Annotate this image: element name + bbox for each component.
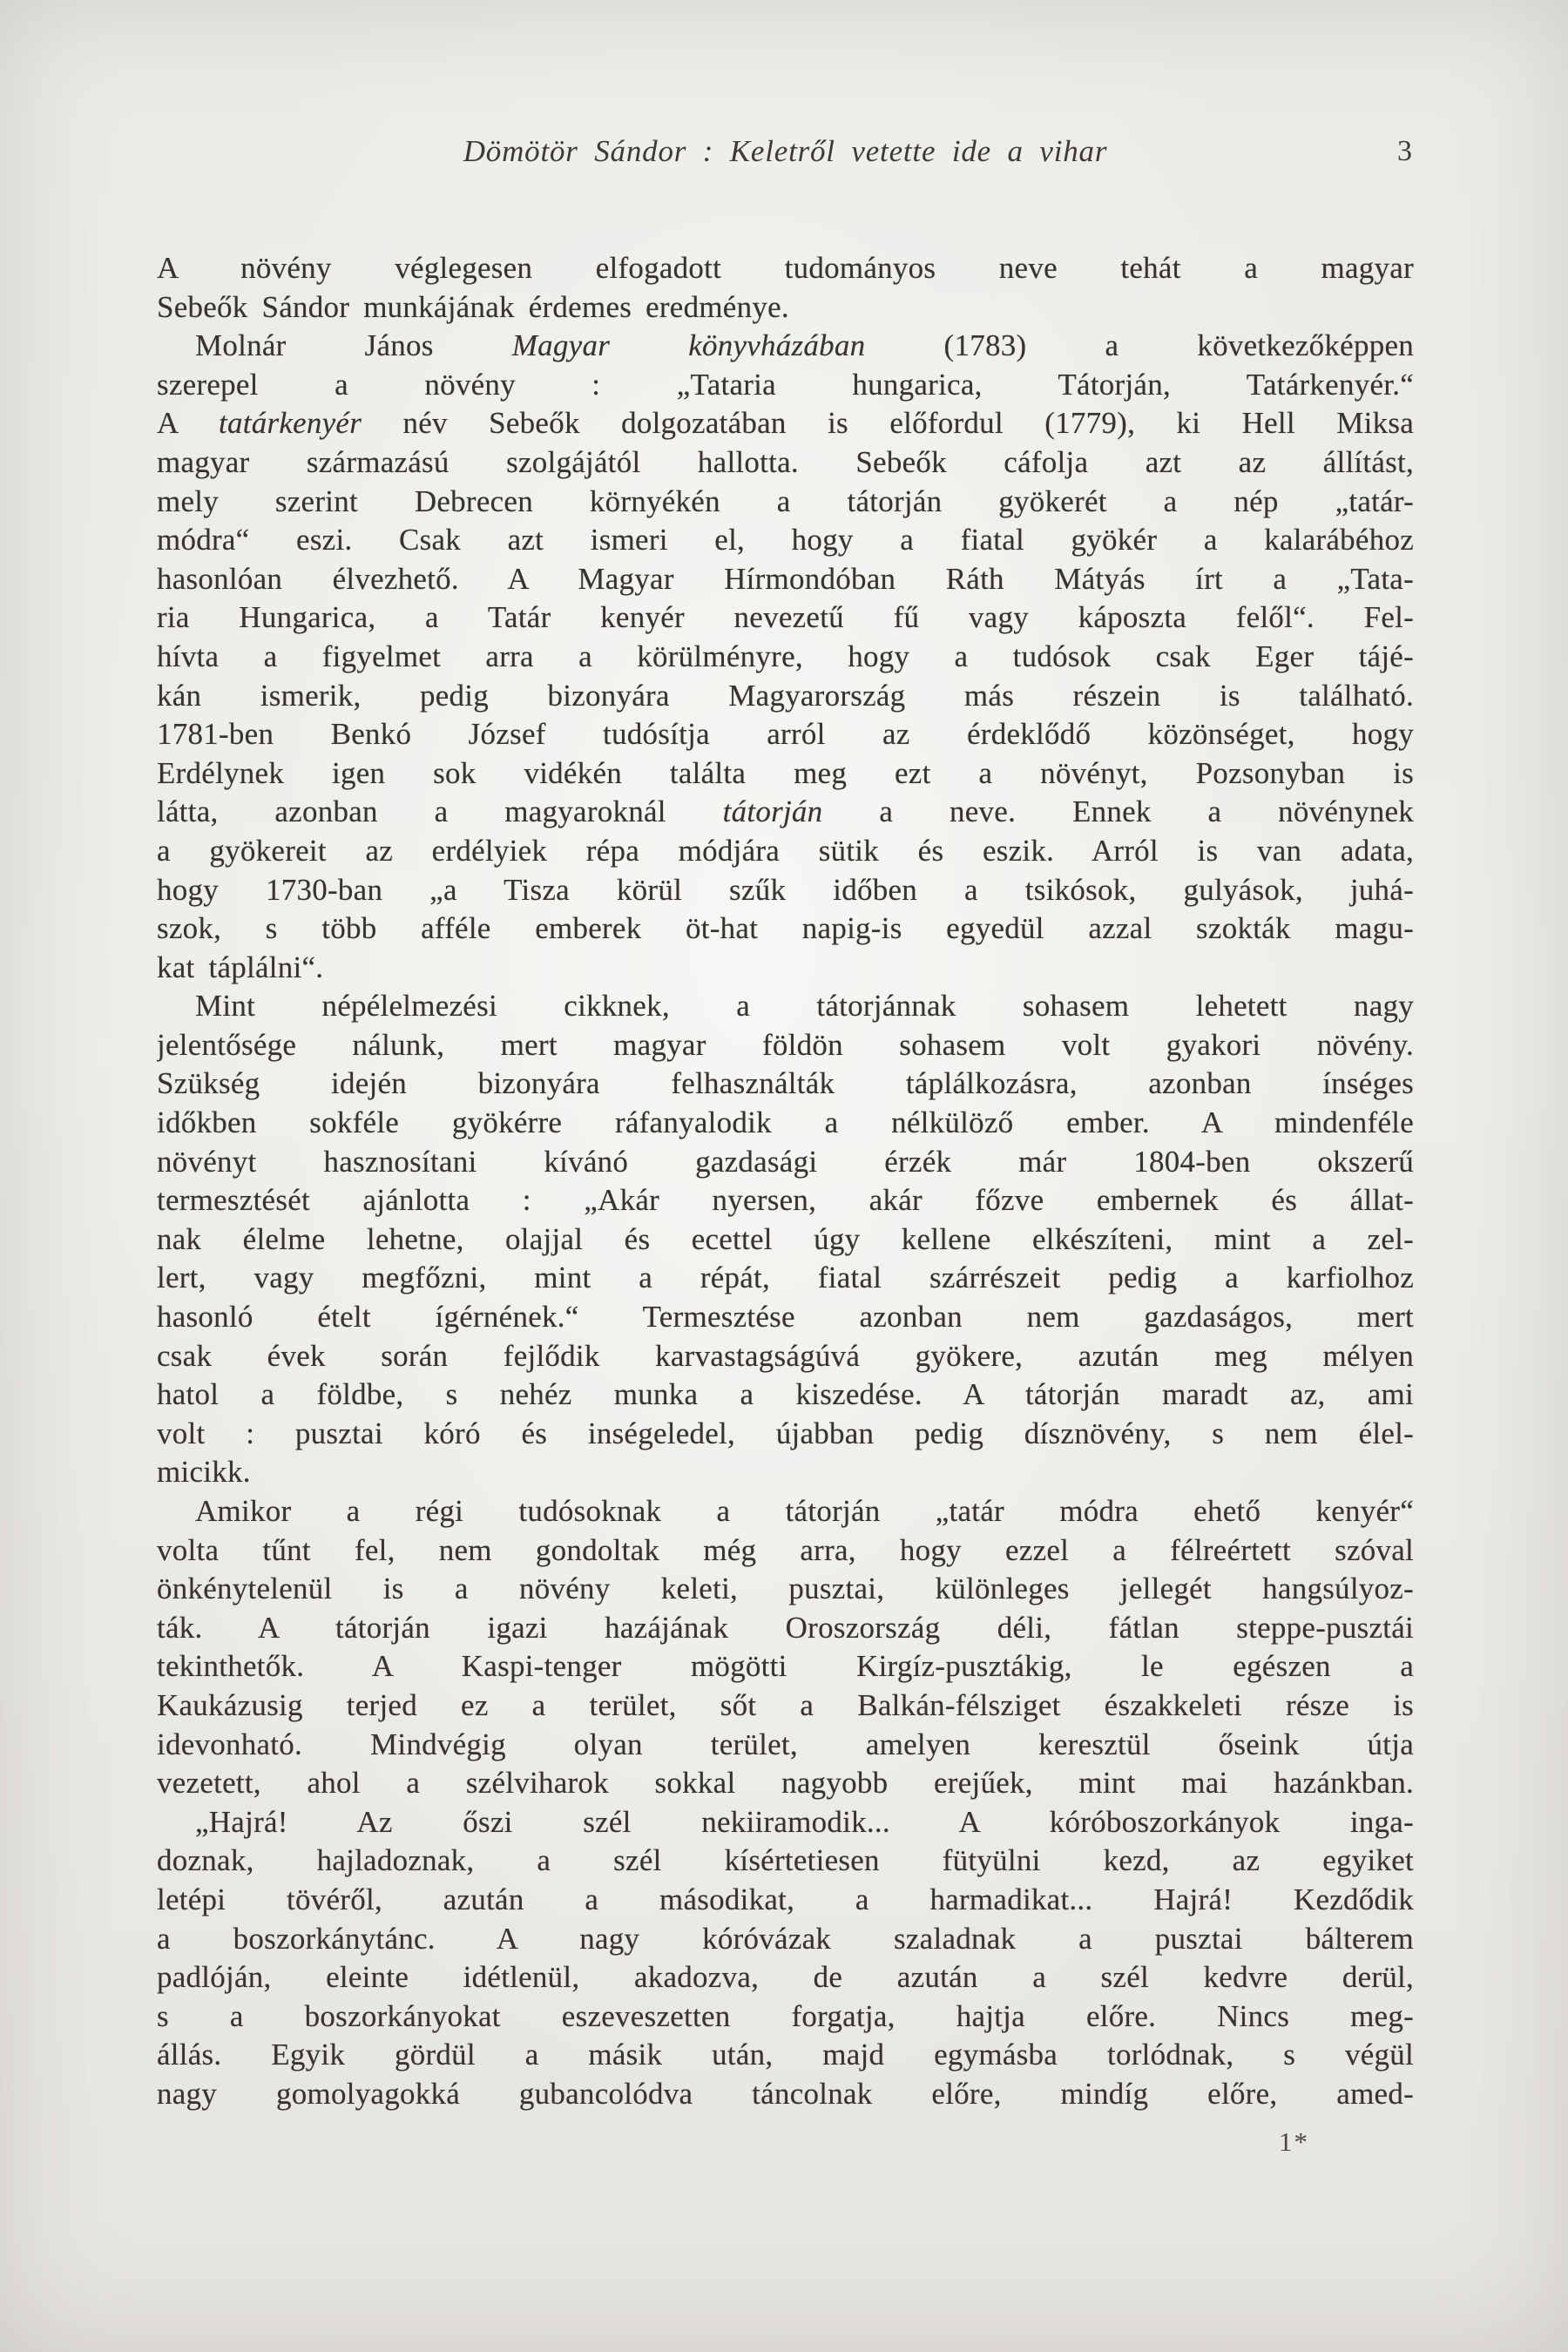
running-title: Dömötör Sándor : Keletről vetette ide a vihar [463,134,1108,168]
text-segment: kat táplálni“. [157,950,324,984]
text-segment: Mint népélelmezési cikknek, a tátorjánnak sohasem lehetett nagy [195,989,1414,1024]
text-segment: volta tűnt fel, nem gondoltak még arra, hogy ezzel a félreértett szóval [157,1532,1414,1567]
text-segment: kán ismerik, pedig bizonyára Magyarország más részein is található. [157,678,1414,713]
text-block [157,249,1414,2114]
text-line [157,404,1414,443]
text-line [157,832,1414,871]
text-segment: doznak, hajladoznak, a szél kísértetiesen fütyülni kezd, az egyiket [157,1843,1414,1878]
text-segment: jelentősége nálunk, mert magyar földön sohasem volt gyakori növény. [157,1027,1414,1062]
text-segment: „Hajrá! Az őszi szél nekiiramodik... A kóróboszorkányok inga- [195,1804,1414,1839]
page-number: 3 [1397,135,1412,167]
text-line [157,1220,1414,1260]
paragraph [157,327,1414,987]
text-segment: hasonló ételt ígérnének.“ Termesztése azonban nem gazdaságos, mert [157,1300,1414,1335]
italic-text: Magyar könyvházában [511,328,866,363]
text-segment: nagy gomolyagokká gubancolódva táncolnak előre, mindíg előre, amed- [157,2076,1414,2111]
text-segment: növényt hasznosítani kívánó gazdasági érzék már 1804-ben okszerű [157,1144,1414,1179]
text-segment: név Sebeők dolgozatában is előfordul (1779), ki Hell Miksa [362,406,1414,441]
text-line [157,1259,1414,1298]
text-segment: szerepel a növény : „Tataria hungarica, Tátorján, Tatárkenyér.“ [157,367,1414,402]
text-segment: padlóján, eleinte idétlenül, akadozva, de azután a szél kedvre derül, [157,1960,1414,1995]
text-line [157,1453,1414,1492]
text-segment: A növény véglegesen elfogadott tudományos neve tehát a magyar [157,251,1414,285]
text-segment: termesztését ajánlotta : „Akár nyersen, akár főzve embernek és állat- [157,1183,1414,1218]
text-segment: ták. A tátorján igazi hazájának Oroszország déli, fátlan steppe-pusztái [157,1610,1414,1645]
text-line [157,1842,1414,1881]
text-line [157,1492,1414,1531]
page-header [157,134,1414,178]
text-line [157,1609,1414,1648]
text-segment: 1781-ben Benkó József tudósítja arról az érdeklődő közönséget, hogy [157,717,1414,752]
text-line [157,1958,1414,1997]
paragraph [157,987,1414,1492]
text-line [157,1881,1414,1920]
text-line [157,2036,1414,2075]
text-segment: tekinthetők. A Kaspi-tenger mögötti Kirgíz-pusztákig, le egészen a [157,1649,1414,1684]
text-line [157,1570,1414,1609]
text-line [157,1064,1414,1104]
text-line [157,1803,1414,1842]
text-segment: hogy 1730-ban „a Tisza körül szűk időben a tsikósok, gulyások, juhá- [157,872,1414,907]
text-line [157,1375,1414,1415]
text-segment: micikk. [157,1455,251,1490]
text-segment: a neve. Ennek a növénynek [822,794,1414,829]
text-segment: volt : pusztai kóró és inségeledel, újabban pedig dísznövény, s nem élel- [157,1416,1414,1450]
text-segment: hasonlóan élvezhető. A Magyar Hírmondóban Ráth Mátyás írt a „Tata- [157,561,1414,596]
text-line [157,1920,1414,1959]
text-line [157,249,1414,288]
paragraph [157,1803,1414,2114]
text-line [157,638,1414,677]
text-line [157,1997,1414,2037]
text-segment: Kaukázusig terjed ez a terület, sőt a Balkán-félsziget északkeleti része is [157,1687,1414,1722]
text-segment: idevonható. Mindvégig olyan terület, amelyen keresztül őseink útja [157,1727,1414,1761]
paragraph [157,249,1414,327]
signature-mark: 1* [1279,2126,1309,2157]
italic-text: tatárkenyér [219,406,362,441]
text-line [157,871,1414,910]
text-line [157,1143,1414,1182]
text-segment: szok, s több afféle emberek öt-hat napig-is egyedül azzal szokták magu- [157,911,1414,946]
text-line [157,2075,1414,2114]
text-segment: időkben sokféle gyökérre ráfanyalodik a nélkülöző ember. A mindenféle [157,1105,1414,1140]
text-line [157,1647,1414,1686]
text-segment: látta, azonban a magyaroknál [157,794,723,829]
text-segment: a boszorkánytánc. A nagy kóróvázak szaladnak a pusztai bálterem [157,1921,1414,1956]
text-line [157,987,1414,1026]
text-segment: s a boszorkányokat eszeveszetten forgatja, hajtja előre. Nincs meg- [157,1998,1414,2033]
text-segment: hatol a földbe, s nehéz munka a kiszedése. A tátorján maradt az, ami [157,1377,1414,1412]
text-segment: mely szerint Debrecen környékén a tátorján gyökerét a nép „tatár- [157,483,1414,518]
text-line [157,288,1414,328]
text-line [157,1531,1414,1571]
text-segment: Amikor a régi tudósoknak a tátorján „tatár módra ehető kenyér“ [195,1494,1414,1528]
text-segment: A [157,406,219,441]
text-segment: Sebeők Sándor munkájának érdemes eredménye. [157,289,789,324]
text-segment: nak élelme lehetne, olajjal és ecettel úgy kellene elkészíteni, mint a zel- [157,1221,1414,1256]
text-segment: módra“ eszi. Csak azt ismeri el, hogy a fiatal gyökér a kalarábéhoz [157,523,1414,558]
text-line [157,366,1414,405]
text-line [157,327,1414,366]
text-segment: állás. Egyik gördül a másik után, majd egymásba torlódnak, s végül [157,2038,1414,2072]
text-line [157,483,1414,522]
text-segment: vezetett, ahol a szélviharok sokkal nagyobb erejűek, mint mai hazánkban. [157,1766,1414,1801]
text-line [157,1026,1414,1065]
text-line [157,1337,1414,1376]
text-line [157,1686,1414,1726]
text-line [157,949,1414,988]
text-segment: önkénytelenül is a növény keleti, pusztai, különleges jellegét hangsúlyoz- [157,1571,1414,1606]
text-line [157,715,1414,754]
text-line [157,677,1414,716]
text-line [157,793,1414,832]
text-line [157,909,1414,949]
text-segment: a gyökereit az erdélyiek répa módjára sütik és eszik. Arról is van adata, [157,833,1414,868]
text-line [157,1415,1414,1454]
text-line [157,1181,1414,1220]
text-segment: Molnár János [195,328,512,363]
text-segment: csak évek során fejlődik karvastagságúvá gyökere, azután meg mélyen [157,1338,1414,1373]
text-line [157,521,1414,560]
text-segment: magyar származású szolgájától hallotta. Sebeők cáfolja azt az állítást, [157,444,1414,479]
text-line [157,754,1414,794]
paragraph [157,1492,1414,1803]
text-segment: letépi tövéről, azután a másodikat, a harmadikat... Hajrá! Kezdődik [157,1882,1414,1916]
text-line [157,560,1414,599]
text-segment: hívta a figyelmet arra a körülményre, hogy a tudósok csak Eger tájé- [157,639,1414,673]
text-segment: ria Hungarica, a Tatár kenyér nevezetű fű vagy káposzta felől“. Fel- [157,600,1414,635]
text-line [157,443,1414,483]
text-line [157,598,1414,638]
text-line [157,1764,1414,1803]
text-segment: Erdélynek igen sok vidékén találta meg ezt a növényt, Pozsonyban is [157,755,1414,790]
text-line [157,1298,1414,1337]
text-segment: lert, vagy megfőzni, mint a répát, fiatal szárrészeit pedig a karfiolhoz [157,1260,1414,1295]
text-line [157,1104,1414,1143]
italic-text: tátorján [722,794,823,829]
text-segment: Szükség idején bizonyára felhasználták táplálkozásra, azonban ínséges [157,1066,1414,1101]
text-line [157,1726,1414,1765]
text-segment: (1783) a következőképpen [865,328,1414,363]
